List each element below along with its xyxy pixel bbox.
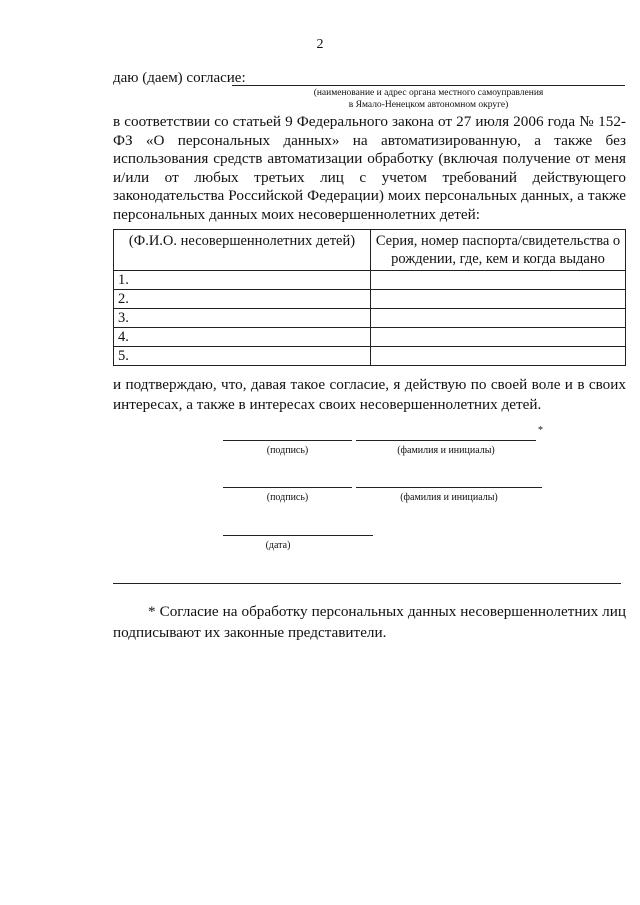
table-row [114, 290, 626, 309]
child-name-cell[interactable]: 3. [114, 309, 371, 328]
child-name-cell[interactable]: 4. [114, 328, 371, 347]
child-name-cell[interactable]: 5. [114, 347, 371, 366]
children-table-header-row [114, 230, 626, 271]
signature-line-1[interactable] [223, 440, 352, 441]
child-document-cell[interactable] [371, 290, 626, 309]
child-document-cell[interactable] [371, 328, 626, 347]
table-row [114, 271, 626, 290]
child-name-cell[interactable]: 2. [114, 290, 371, 309]
signature-label-1: (подпись) [266, 445, 309, 456]
consent-authority-hint [232, 87, 625, 111]
date-label: (дата) [265, 540, 291, 551]
page-number: 2 [316, 37, 324, 52]
table-row [114, 328, 626, 347]
child-document-cell[interactable] [371, 347, 626, 366]
child-document-cell[interactable] [371, 309, 626, 328]
table-row [114, 309, 626, 328]
footnote-separator [113, 583, 621, 584]
table-row [114, 347, 626, 366]
name-line-1[interactable] [356, 440, 536, 441]
date-line[interactable] [223, 535, 373, 536]
footnote-text: * Согласие на обработку персональных данных несовершеннолетних лиц подписывают их законные представители. [113, 603, 626, 641]
consent-label: даю (даем) согласие: [113, 70, 246, 86]
consent-hint-line-2: в Ямало-Ненецком автономном округе) [348, 100, 509, 110]
signature-label-2: (подпись) [266, 492, 309, 503]
children-document-header: Серия, номер паспорта/свидетельства о рождении, где, кем и когда выдано [371, 230, 626, 271]
consent-hint-line-1: (наименование и адрес органа местного самоуправления [313, 88, 544, 98]
consent-body-paragraph: в соответствии со статьей 9 Федерального закона от 27 июля 2006 года № 152-ФЗ «О персональных данных» на автоматизированную, а также без использования средств автоматизации обработку (включая получение от меня и/или от любых третьих лиц с учетом требований действующего законодательства Российской Федерации) моих персональных данных, а также персональных данных моих несовершеннолетних детей: [113, 113, 626, 223]
asterisk-mark: * [538, 425, 543, 436]
child-document-cell[interactable] [371, 271, 626, 290]
name-label-2: (фамилия и инициалы) [400, 492, 498, 503]
child-name-cell[interactable]: 1. [114, 271, 371, 290]
children-table [113, 229, 626, 366]
name-label-1: (фамилия и инициалы) [397, 445, 495, 456]
name-line-2[interactable] [356, 487, 542, 488]
signature-line-2[interactable] [223, 487, 352, 488]
confirmation-paragraph: и подтверждаю, что, давая такое согласие, я действую по своей воле и в своих интересах, а также в интересах своих несовершеннолетних детей. [113, 376, 626, 413]
children-name-header: (Ф.И.О. несовершеннолетних детей) [114, 230, 371, 271]
consent-authority-field[interactable] [232, 85, 625, 86]
